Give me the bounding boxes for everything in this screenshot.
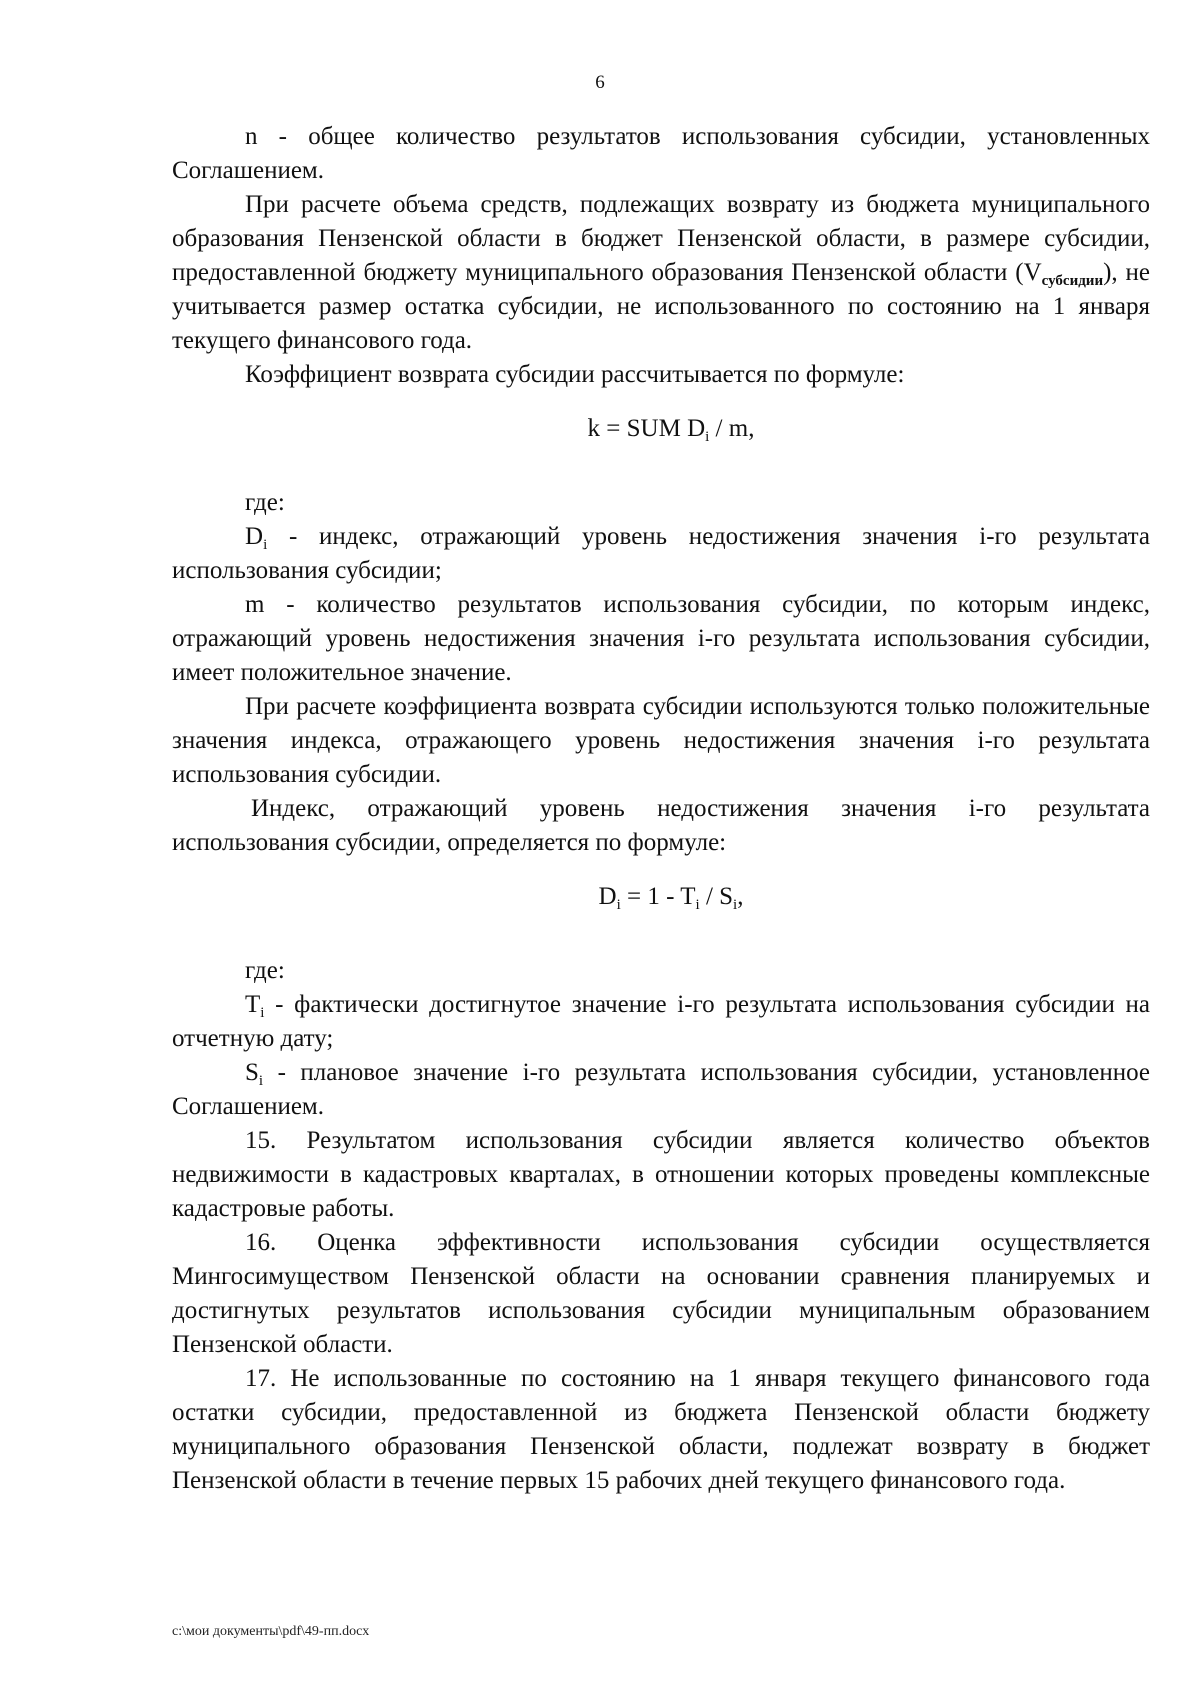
formula-index	[172, 880, 1150, 914]
t-symbol: T	[245, 991, 261, 1018]
paragraph-n-definition: n - общее количество результатов использования субсидии, установленных Соглашением.	[172, 123, 1150, 184]
where-label-1: где:	[245, 489, 285, 516]
d-symbol: D	[245, 523, 264, 550]
formula1-left: k = SUM D	[587, 415, 706, 442]
formula1-subscript: i	[705, 429, 710, 445]
t-subscript: i	[260, 1005, 265, 1021]
formula2-d-subscript: i	[616, 897, 621, 913]
volume-text-after: ), не учитывается размер остатка субсидии, не использованного по состоянию на 1 января текущего финансового года.	[172, 259, 1150, 354]
paragraph-15: 15. Результатом использования субсидии является количество объектов недвижимости в кадастровых кварталах, в отношении которых проведены комплексные кадастровые работы.	[172, 1127, 1150, 1222]
paragraph-m-definition: m - количество результатов использования субсидии, по которым индекс, отражающий уровень недостижения значения i-го результата использования субсидии, имеет положительное значение.	[172, 591, 1150, 686]
d-definition-text: - индекс, отражающий уровень недостижения значения i-го результата использования субсидии;	[172, 523, 1150, 584]
paragraph-coefficient-intro: Коэффициент возврата субсидии рассчитывается по формуле:	[245, 361, 905, 388]
formula2-s: / S	[699, 883, 734, 910]
formula2-t-subscript: i	[695, 897, 700, 913]
formula2-d: D	[598, 883, 617, 910]
paragraph-volume-calculation	[172, 188, 1150, 358]
paragraph-t-definition	[172, 988, 1150, 1056]
document-body	[172, 120, 1150, 1498]
v-subscript: субсидии	[1041, 273, 1104, 289]
formula2-s-subscript: i	[733, 897, 738, 913]
d-subscript: i	[263, 537, 268, 553]
s-definition-text: - плановое значение i-го результата использования субсидии, установленное Соглашением.	[172, 1059, 1150, 1120]
paragraph-positive-values: При расчете коэффициента возврата субсидии используются только положительные значения индекса, отражающего уровень недостижения значения i-го результата использования субсидии.	[172, 693, 1150, 788]
s-subscript: i	[258, 1073, 264, 1089]
volume-text-before: При расчете объема средств, подлежащих возврату из бюджета муниципального образования Пензенской области в бюджет Пензенской области, в размере субсидии, предоставленной бюджету муниципального образования Пензенской области (V	[172, 191, 1150, 286]
formula2-t: = 1 - T	[620, 883, 696, 910]
paragraph-index-intro: Индекс, отражающий уровень недостижения значения i-го результата использования субсидии, определяется по формуле:	[172, 795, 1150, 856]
footer-file-path: c:\мои документы\pdf\49-пп.docx	[172, 1624, 370, 1639]
formula2-end: ,	[737, 883, 744, 910]
formula1-right: / m,	[709, 415, 755, 442]
paragraph-16: 16. Оценка эффективности использования субсидии осуществляется Мингосимуществом Пензенской области на основании сравнения планируемых и достигнутых результатов использования субсидии муниципальным образованием Пензенской области.	[172, 1229, 1150, 1358]
formula-coefficient	[172, 412, 1150, 446]
t-definition-text: - фактически достигнутое значение i-го результата использования субсидии на отчетную дату;	[172, 991, 1150, 1052]
paragraph-d-definition	[172, 520, 1150, 588]
paragraph-s-definition	[172, 1056, 1150, 1124]
where-label-2: где:	[245, 957, 285, 984]
page-number: 6	[595, 72, 605, 93]
paragraph-17: 17. Не использованные по состоянию на 1 января текущего финансового года остатки субсидии, предоставленной из бюджета Пензенской области бюджету муниципального образования Пензенской области, подлежат возврату в бюджет Пензенской области в течение первых 15 рабочих дней текущего финансового года.	[172, 1365, 1150, 1494]
s-symbol: S	[245, 1059, 259, 1086]
